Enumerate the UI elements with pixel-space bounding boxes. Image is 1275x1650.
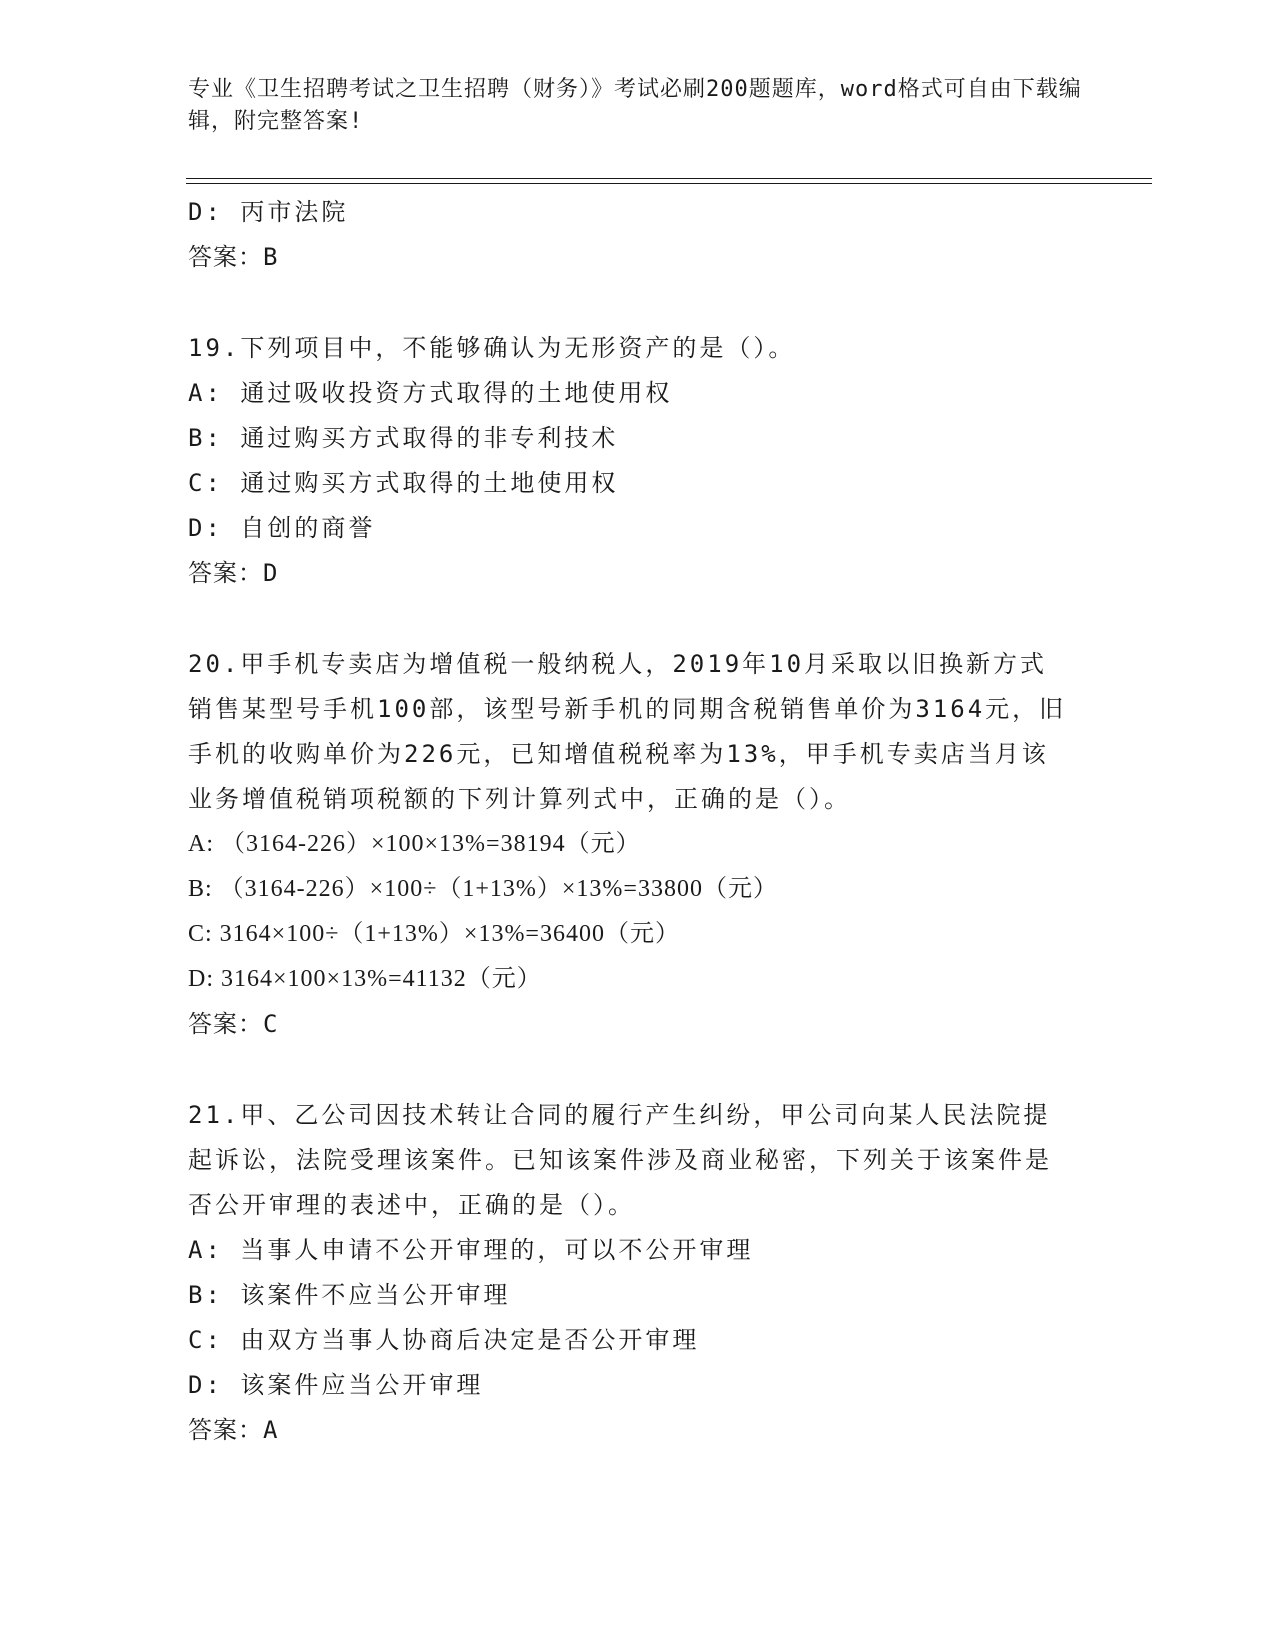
option-b: B: 通过购买方式取得的非专利技术 [188, 424, 619, 452]
option-b: B: 该案件不应当公开审理 [188, 1281, 511, 1309]
option-c: C: 3164×100÷（1+13%）×13%=36400（元） [188, 921, 680, 947]
answer-line: 答案：B [188, 243, 279, 271]
option-d: D: 3164×100×13%=41132（元） [188, 966, 542, 992]
document-header: 专业《卫生招聘考试之卫生招聘（财务）》考试必刷200题题库，word格式可自由下载编辑，附完整答案! [188, 77, 1082, 134]
question-stem: 20.甲手机专卖店为增值税一般纳税人，2019年10月采取以旧换新方式销售某型号手机100部，该型号新手机的同期含税销售单价为3164元，旧手机的收购单价为226元，已知增值税税率为13%，甲手机专卖店当月该业务增值税销项税额的下列计算列式中，正确的是（）。 [188, 650, 1067, 813]
option-a: A: 当事人申请不公开审理的，可以不公开审理 [188, 1236, 754, 1264]
question-stem: 19.下列项目中，不能够确认为无形资产的是（）。 [188, 334, 796, 362]
answer-line: 答案：D [188, 559, 279, 587]
prev-question-tail [188, 190, 1088, 280]
answer-line: 答案：A [188, 1416, 279, 1444]
option-d: D: 丙市法院 [188, 198, 349, 226]
question-21 [188, 1093, 1088, 1453]
header-rule-top [186, 178, 1152, 179]
option-a: A: 通过吸收投资方式取得的土地使用权 [188, 379, 673, 407]
option-d: D: 自创的商誉 [188, 514, 376, 542]
question-20 [188, 642, 1088, 1047]
option-c: C: 由双方当事人协商后决定是否公开审理 [188, 1326, 700, 1354]
header-rule-bottom [186, 183, 1152, 184]
option-a: A: （3164-226）×100×13%=38194（元） [188, 831, 641, 857]
question-19 [188, 326, 1088, 596]
question-stem: 21.甲、乙公司因技术转让合同的履行产生纠纷，甲公司向某人民法院提起诉讼，法院受理该案件。已知该案件涉及商业秘密，下列关于该案件是否公开审理的表述中，正确的是（）。 [188, 1101, 1052, 1219]
question-list [188, 190, 1088, 1453]
option-c: C: 通过购买方式取得的土地使用权 [188, 469, 619, 497]
option-b: B: （3164-226）×100÷（1+13%）×13%=33800（元） [188, 876, 778, 902]
answer-line: 答案：C [188, 1010, 279, 1038]
option-d: D: 该案件应当公开审理 [188, 1371, 484, 1399]
